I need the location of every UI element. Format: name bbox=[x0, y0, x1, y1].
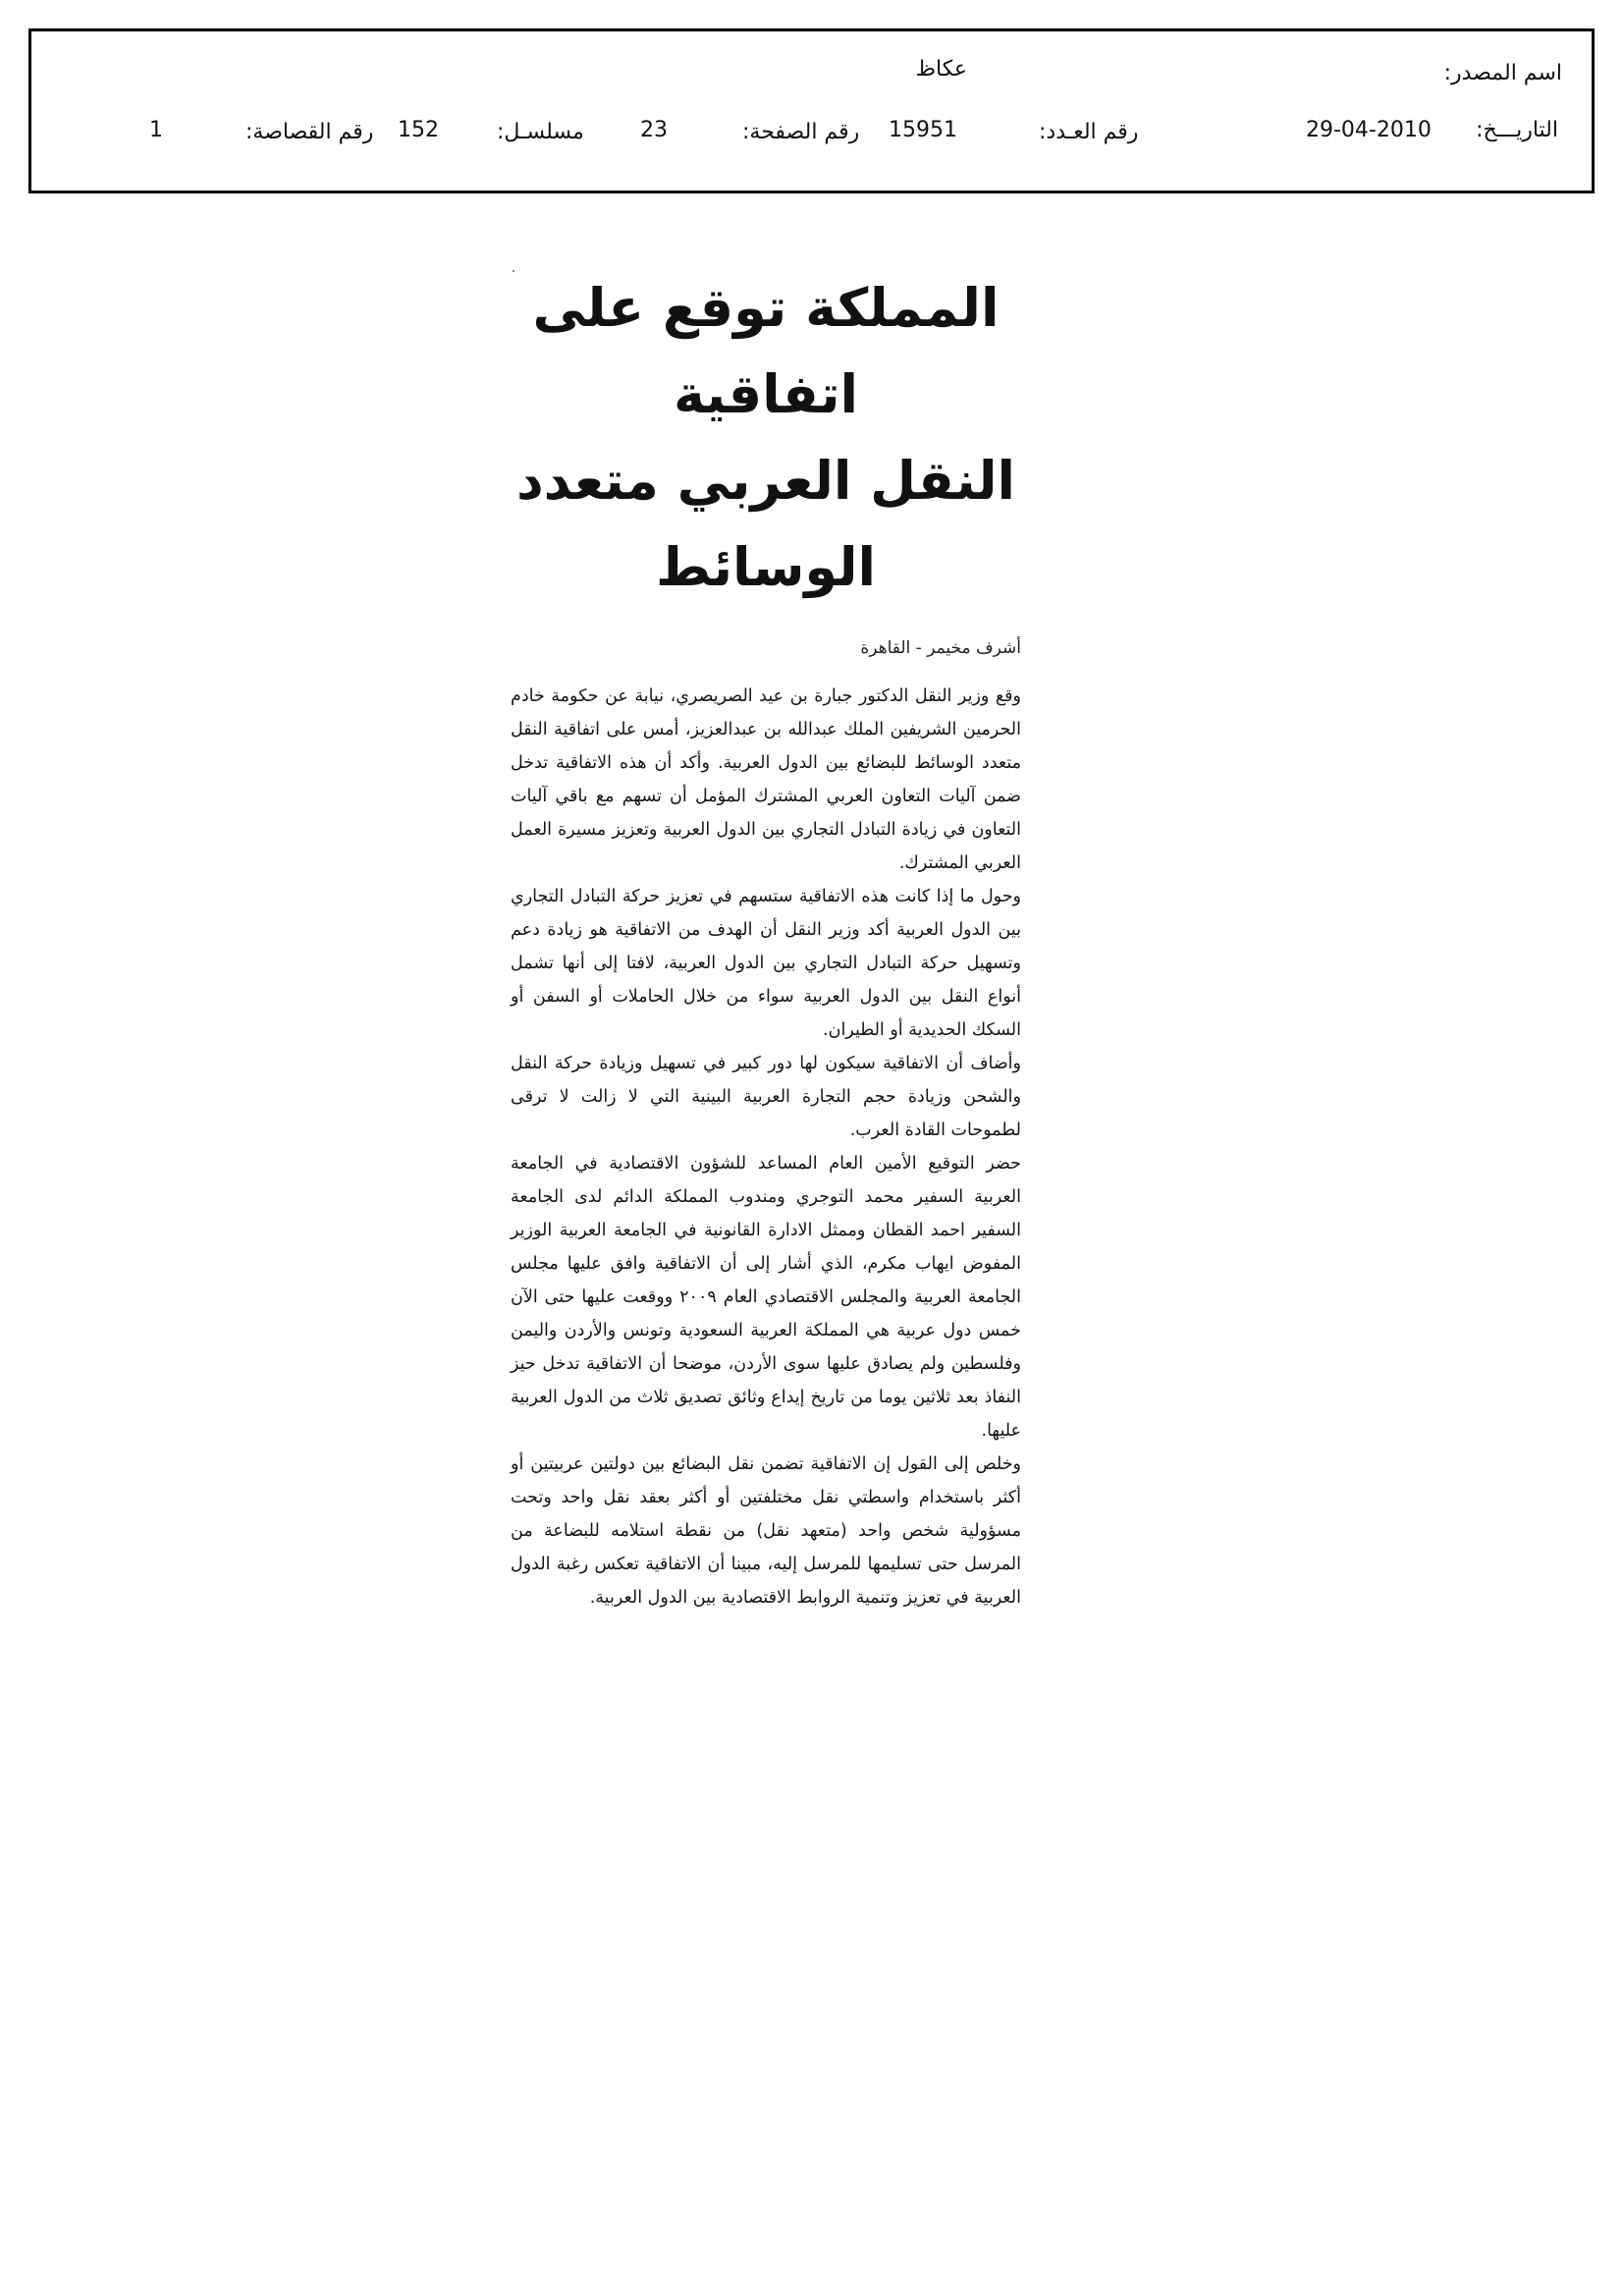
article-byline: أشرف مخيمر - القاهرة bbox=[860, 638, 1021, 658]
article-headline bbox=[511, 265, 1021, 611]
article-paragraph: وأضاف أن الاتفاقية سيكون لها دور كبير في تسهيل وزيادة حركة النقل والشحن وزيادة حجم التجارة العربية البينية التي لا زالت لا ترقى لطموحات القادة العرب. bbox=[511, 1054, 1021, 1140]
source-label: اسم المصدر: bbox=[1443, 61, 1562, 85]
clipping-value: 1 bbox=[149, 118, 163, 142]
article bbox=[511, 265, 1021, 1614]
date-value: 29-04-2010 bbox=[1306, 118, 1432, 142]
source-value: عكاظ bbox=[915, 57, 967, 82]
page-value: 23 bbox=[640, 118, 668, 142]
serial-label: مسلسـل: bbox=[497, 120, 584, 144]
clipping-header-box bbox=[28, 28, 1595, 193]
serial-value: 152 bbox=[398, 118, 439, 142]
clipping-label: رقم القصاصة: bbox=[245, 120, 374, 144]
article-body bbox=[511, 680, 1021, 1614]
issue-label: رقم العـدد: bbox=[1039, 120, 1139, 144]
article-paragraph: وحول ما إذا كانت هذه الاتفاقية ستسهم في تعزيز حركة التبادل التجاري بين الدول العربية أكد وزير النقل أن الهدف من الاتفاقية هو زيادة دعم وتسهيل حركة التبادل التجاري بين الدول العربية، لافتا إلى أنها تشمل أنواع النقل بين الدول العربية سواء من خلال الحاملات أو السفن أو السكك الحديدية أو الطيران. bbox=[511, 887, 1021, 1040]
article-paragraph: وخلص إلى القول إن الاتفاقية تضمن نقل البضائع بين دولتين عربيتين أو أكثر باستخدام واسطتي نقل مختلفتين أو أكثر بعقد نقل واحد وتحت مسؤولية شخص واحد (متعهد نقل) من نقطة استلامه للبضاعة من المرسل حتى تسليمها للمرسل إليه، مبينا أن الاتفاقية تعكس رغبة الدول العربية في تعزيز وتنمية الروابط الاقتصادية بين الدول العربية. bbox=[511, 1454, 1021, 1608]
article-paragraph: وقع وزير النقل الدكتور جبارة بن عيد الصريصري، نيابة عن حكومة خادم الحرمين الشريفين الملك عبدالله بن عبدالعزيز، أمس على اتفاقية النقل متعدد الوسائط للبضائع بين الدول العربية. وأكد أن هذه الاتفاقية تدخل ضمن آليات التعاون العربي المشترك المؤمل أن تسهم مع باقي آليات التعاون في زيادة التبادل التجاري بين الدول العربية وتعزيز مسيرة العمل العربي المشترك. bbox=[511, 686, 1021, 873]
date-label: التاريـــخ: bbox=[1476, 118, 1558, 142]
issue-value: 15951 bbox=[889, 118, 957, 142]
headline-line-2: النقل العربي متعدد الوسائط bbox=[515, 450, 1016, 598]
page-label: رقم الصفحة: bbox=[742, 120, 860, 144]
headline-line-1: المملكة توقع على اتفاقية bbox=[532, 277, 1000, 425]
article-paragraph: حضر التوقيع الأمين العام المساعد للشؤون الاقتصادية في الجامعة العربية السفير محمد التوجري ومندوب المملكة الدائم لدى الجامعة السفير احمد القطان وممثل الادارة القانونية في الجامعة العربية الوزير المفوض ايهاب مكرم، الذي أشار إلى أن الاتفاقية وافق عليها مجلس الجامعة العربية والمجلس الاقتصادي العام ٢٠٠٩ ووقعت عليها حتى الآن خمس دول عربية هي المملكة العربية السعودية وتونس والأردن واليمن وفلسطين ولم يصادق عليها سوى الأردن، موضحا أن الاتفاقية تدخل حيز النفاذ بعد ثلاثين يوما من تاريخ إيداع وثائق تصديق ثلاث من الدول العربية عليها. bbox=[511, 1154, 1021, 1441]
